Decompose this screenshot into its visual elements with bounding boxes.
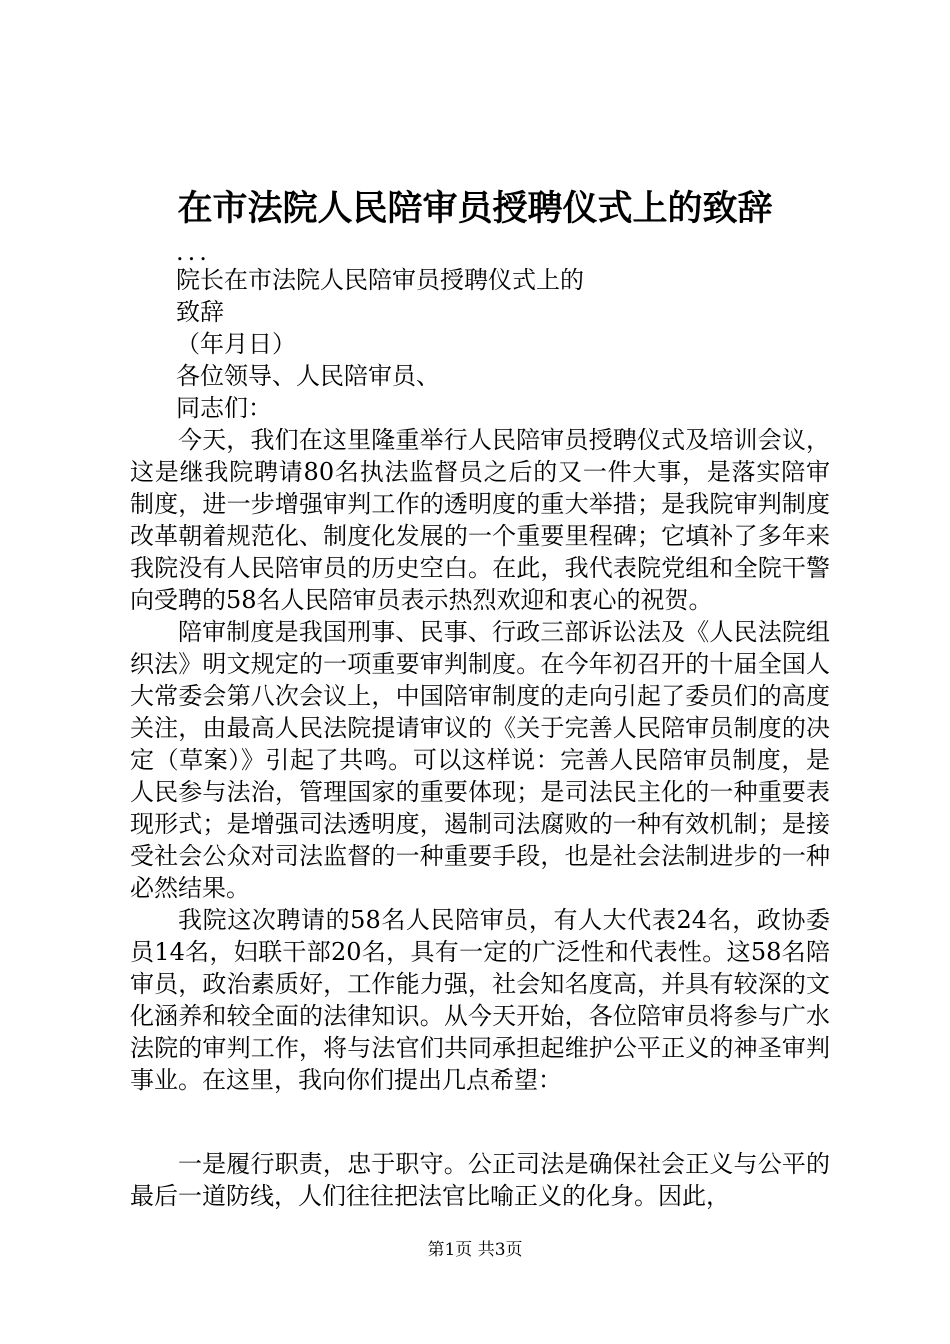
salutation-line: 各位领导、人民陪审员、 xyxy=(176,362,440,390)
paragraph-opening: 今天，我们在这里隆重举行人民陪审员授聘仪式及培训会议，这是继我院聘请80名执法监督员之后的又一件大事，是落实陪审制度，进一步增强审判工作的透明度的重大举措；是我院审判制度改革朝着规范化、制度化发展的一个重要里程碑；它填补了多年来我院没有人民陪审员的历史空白。在此，我代表院党组和全院干警向受聘的58名人民陪审员表示热烈欢迎和衷心的祝贺。 xyxy=(130,426,830,614)
salutation-line-comrades: 同志们： xyxy=(176,394,272,422)
paragraph-gap xyxy=(130,1096,830,1148)
header-line-speaker: 院长在市法院人民陪审员授聘仪式上的 xyxy=(176,266,584,294)
header-line-date: （年月日） xyxy=(176,330,296,358)
paragraph-hope-one: 一是履行职责，忠于职守。公正司法是确保社会正义与公平的最后一道防线，人们往往把法官比喻正义的化身。因此， xyxy=(130,1150,830,1210)
ellipsis-marker: ... xyxy=(176,238,211,266)
document-body xyxy=(130,240,830,1212)
paragraph-jury-system: 陪审制度是我国刑事、民事、行政三部诉讼法及《人民法院组织法》明文规定的一项重要审判制度。在今年初召开的十届全国人大常委会第八次会议上，中国陪审制度的走向引起了委员们的高度关注，由最高人民法院提请审议的《关于完善人民陪审员制度的决定（草案）》引起了共鸣。可以这样说：完善人民陪审员制度，是人民参与法治，管理国家的重要体现；是司法民主化的一种重要表现形式；是增强司法透明度，遏制司法腐败的一种有效机制；是接受社会公众对司法监督的一种重要手段，也是社会法制进步的一种必然结果。 xyxy=(130,618,830,902)
header-line-speech: 致辞 xyxy=(176,298,224,326)
paragraph-appointees: 我院这次聘请的58名人民陪审员，有人大代表24名，政协委员14名，妇联干部20名，具有一定的广泛性和代表性。这58名陪审员，政治素质好，工作能力强，社会知名度高，并具有较深的文化涵养和较全面的法律知识。从今天开始，各位陪审员将参与广水法院的审判工作，将与法官们共同承担起维护公平正义的神圣审判事业。在这里，我向你们提出几点希望： xyxy=(130,906,830,1094)
page-footer: 第1页 共3页 xyxy=(427,1240,523,1260)
document-title: 在市法院人民陪审员授聘仪式上的致辞 xyxy=(177,188,773,229)
